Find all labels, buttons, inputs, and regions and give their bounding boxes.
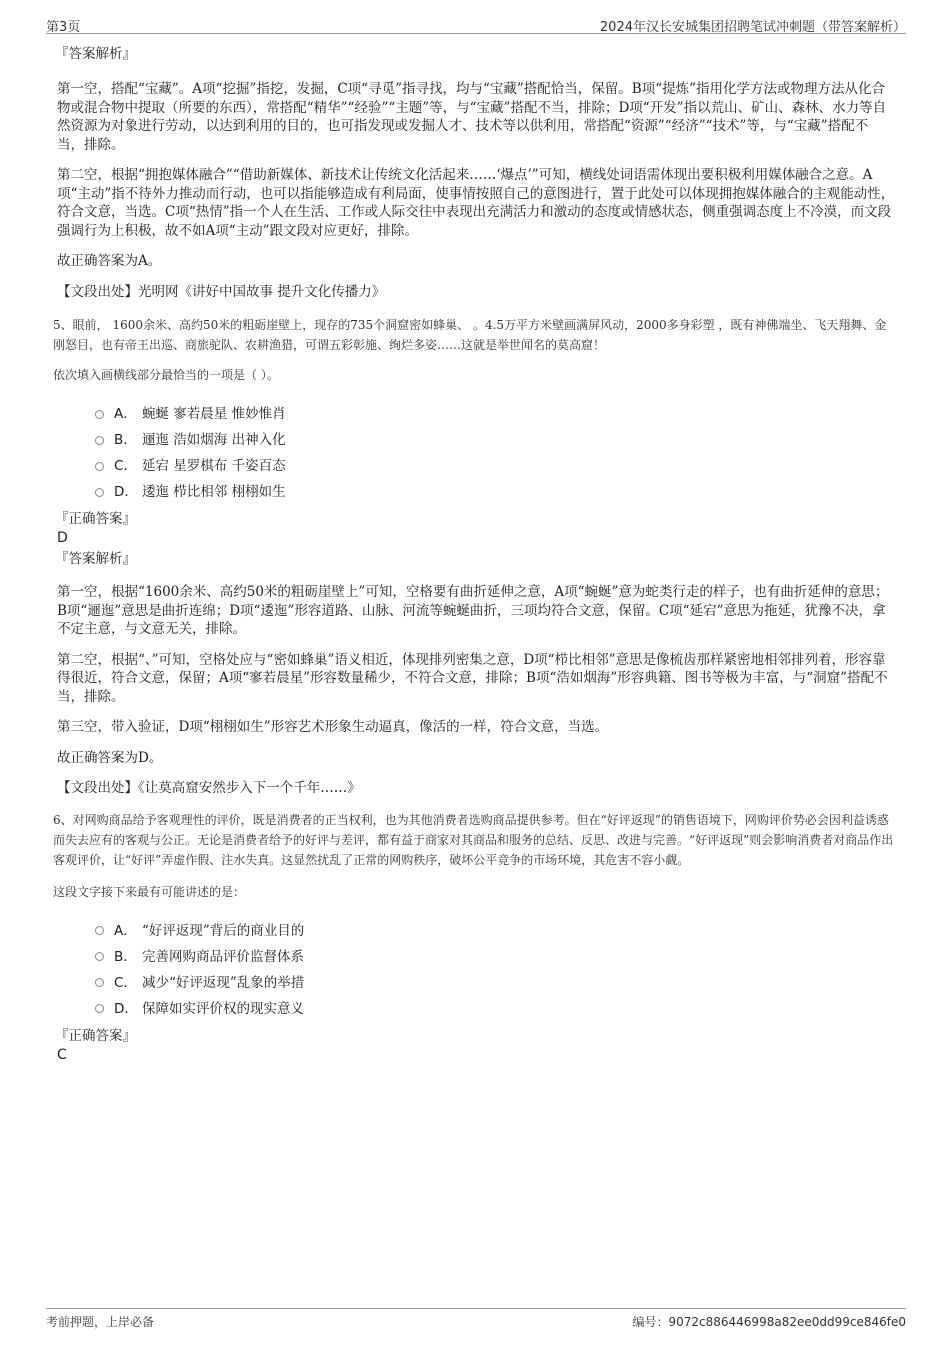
- header-divider: [46, 33, 906, 34]
- correct-answer: D: [57, 530, 68, 546]
- radio-icon[interactable]: [95, 488, 104, 497]
- radio-icon[interactable]: [95, 926, 104, 935]
- question-prompt: 这段文字接下来最有可能讲述的是：: [53, 884, 246, 899]
- answer-statement: 故正确答案为D。: [57, 749, 163, 766]
- correct-answer: C: [57, 1046, 67, 1063]
- footer-divider: [46, 1308, 906, 1309]
- footer-slogan: 考前押题，上岸必备: [46, 1315, 155, 1329]
- answer-statement: 故正确答案为A。: [57, 253, 162, 269]
- page-number: 第3页: [46, 20, 81, 35]
- source-citation: 【文段出处】《让莫高窟安然步入下一个千年……》: [57, 780, 361, 796]
- option-c[interactable]: C． 减少“好评返现”乱象的举措: [95, 968, 895, 994]
- question-stem: 5、眼前， 1600余米、高约50米的粗砺崖壁上，现存的735个洞窟密如蜂巢、 。4.5万平方米壁画满屏风动，2000多身彩塑 ，既有神佛端坐、飞天翔舞、金刚怒目，也有帝王出巡、商旅驼队、农耕渔猎，可谓五彩彰施、绚烂多姿……这就是举世闻名的莫高窟！: [53, 318, 887, 352]
- analysis-paragraph: 第二空，根据“拥抱媒体融合”“借助新媒体、新技术让传统文化活起来……‘爆点’”可知，横线处词语需体现出要积极利用媒体融合之意。A项“主动”指不待外力推动而行动，也可以指能够造成有利局面，使事情按照自己的意图进行，置于此处可以体现拥抱媒体融合的主观能动性，符合文意，当选。C项“热情”指一个人在生活、工作或人际交往中表现出充满活力和激动的态度或情感状态，侧重强调态度上不冷漠，而文段强调行为上积极，故不如A项“主动”跟文段对应更好，排除。: [57, 167, 895, 239]
- question-prompt: 依次填入画横线部分最恰当的一项是（ ）。: [53, 368, 279, 382]
- radio-icon[interactable]: [95, 462, 104, 471]
- analysis-paragraph: 第二空，根据“、”可知，空格处应与“密如蜂巢”语义相近，体现排列密集之意，D项“栉比相邻”意思是像梳齿那样紧密地相邻排列着，形容靠得很近，符合文意，保留；A项“寥若晨星”形容数量稀少，不符合文意，排除；B项“浩如烟海”形容典籍、图书等极为丰富，与“洞窟”搭配不当，排除。: [57, 651, 888, 705]
- analysis-label: 『答案解析』: [55, 551, 136, 567]
- radio-icon[interactable]: [95, 978, 104, 987]
- option-a[interactable]: A． 蜿蜒 寥若晨星 惟妙惟肖: [95, 399, 895, 425]
- correct-answer-label: 『正确答案』: [55, 1027, 136, 1044]
- analysis-paragraph: 第一空，搭配“宝藏”。A项“挖掘”指挖，发掘，C项“寻觅”指寻找，均与“宝藏”搭配恰当，保留。B项“提炼”指用化学方法或物理方法从化合物或混合物中提取（所要的东西），常搭配“精华”“经验”“主题”等，与“宝藏”搭配不当，排除；D项“开发”指以荒山、矿山、森林、水力等自然资源为对象进行劳动，以达到利用的目的，也可指发现或发掘人才、技术等以供利用，常搭配“资源”“经济”“技术”等，与“宝藏”搭配不当，排除。: [57, 81, 887, 153]
- question-stem: 6、对网购商品给予客观理性的评价，既是消费者的正当权利，也为其他消费者选购商品提供参考。但在“好评返现”的销售语境下，网购评价势必会因利益诱惑而失去应有的客观与公正。无论是消费者给予的好评与差评，都有益于商家对其商品和服务的总结、反思、改进与完善。“好评返现”则会影响消费者对商品作出客观评价，让“好评”弄虚作假、注水失真。这显然扰乱了正常的网购秩序，破坏公平竞争的市场环境，其危害不容小觑。: [53, 812, 894, 867]
- option-b[interactable]: B． 逦迤 浩如烟海 出神入化: [95, 425, 895, 451]
- analysis-label: 『答案解析』: [55, 46, 136, 62]
- document-body: [53, 44, 895, 1064]
- radio-icon[interactable]: [95, 410, 104, 419]
- source-citation: 【文段出处】光明网《讲好中国故事 提升文化传播力》: [57, 283, 386, 300]
- option-list: [57, 399, 895, 503]
- option-list: [57, 916, 895, 1020]
- analysis-paragraph: 第一空，根据“1600余米、高约50米的粗砺崖壁上”可知，空格要有曲折延伸之意，A项“蜿蜒”意为蛇类行走的样子，也有曲折延伸的意思；B项“逦迤”意思是曲折连绵；D项“逶迤”形容道路、山脉、河流等蜿蜒曲折，三项均符合文意，保留。C项“延宕”意思为拖延，犹豫不决，拿不定主意，与文意无关，排除。: [57, 584, 889, 637]
- radio-icon[interactable]: [95, 1004, 104, 1013]
- option-d[interactable]: D． 保障如实评价权的现实意义: [95, 994, 895, 1020]
- document-title: 2024年汉长安城集团招聘笔试冲刺题（带答案解析）: [599, 20, 906, 35]
- radio-icon[interactable]: [95, 436, 104, 445]
- option-a[interactable]: A． “好评返现”背后的商业目的: [95, 916, 895, 942]
- correct-answer-label: 『正确答案』: [55, 511, 136, 527]
- option-b[interactable]: B． 完善网购商品评价监督体系: [95, 942, 895, 968]
- option-c[interactable]: C． 延宕 星罗棋布 千姿百态: [95, 451, 895, 477]
- document-id: 编号：9072c886446998a82ee0dd99ce846fe0: [632, 1315, 906, 1329]
- option-d[interactable]: D． 逶迤 栉比相邻 栩栩如生: [95, 477, 895, 503]
- analysis-paragraph: 第三空，带入验证，D项“栩栩如生”形容艺术形象生动逼真，像活的一样，符合文意，当选。: [57, 719, 609, 735]
- radio-icon[interactable]: [95, 952, 104, 961]
